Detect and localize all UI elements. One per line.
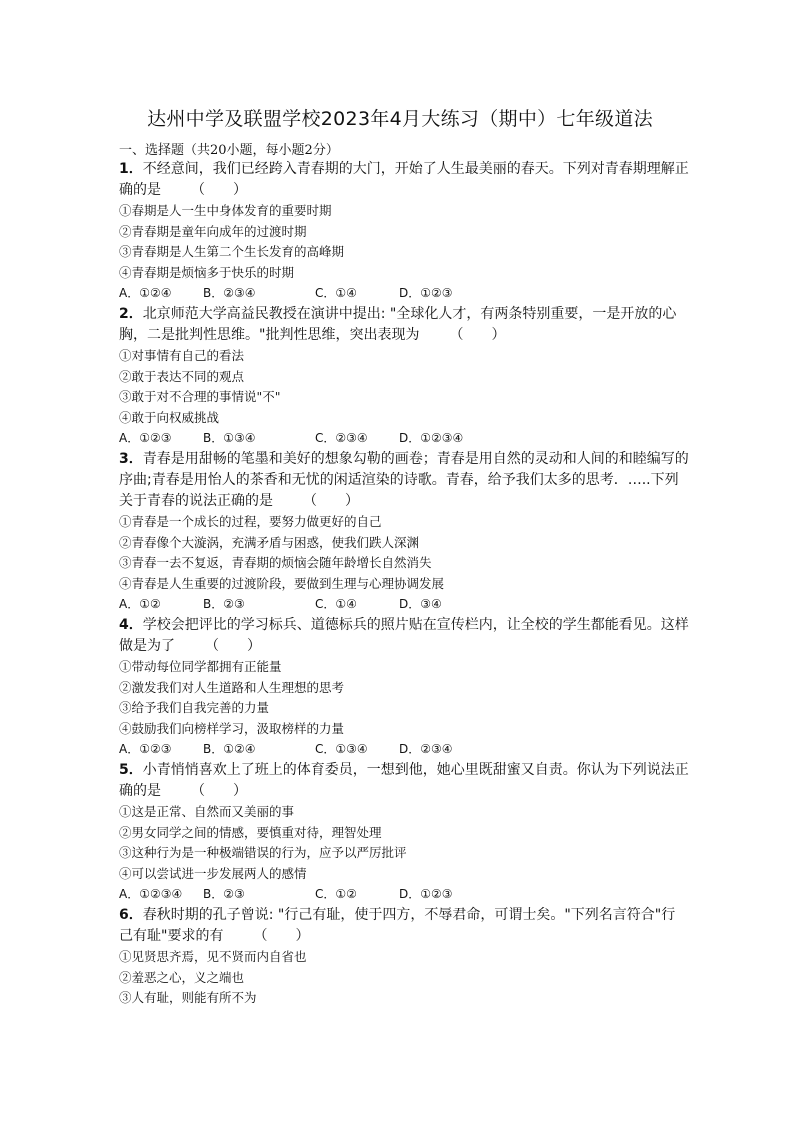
options-row	[119, 283, 689, 304]
option-a[interactable]: A．①②④	[119, 286, 172, 300]
question-stem	[119, 449, 689, 512]
question-4	[119, 615, 689, 760]
statement-item: ④可以尝试进一步发展两人的感情	[119, 865, 307, 881]
question-number: 6．	[119, 907, 143, 923]
question-text: 学校会把评比的学习标兵、道德标兵的照片贴在宣传栏内，让全校的学生都能看见。这样做是为了	[119, 617, 689, 654]
question-number: 2．	[119, 306, 143, 322]
option-b[interactable]: B．②③	[203, 887, 245, 901]
question-text: 小青悄悄喜欢上了班上的体育委员，一想到他，她心里既甜蜜又自责。你认为下列说法正确的是	[119, 762, 689, 799]
option-a[interactable]: A．①②	[119, 597, 161, 611]
answer-blank: （ ）	[191, 182, 247, 198]
option-d[interactable]: D．③④	[399, 597, 442, 611]
question-stem	[119, 760, 689, 802]
answer-blank: （ ）	[253, 928, 310, 944]
question-number: 3．	[119, 451, 143, 467]
option-a[interactable]: A．①②③	[119, 431, 172, 445]
question-6	[119, 905, 689, 1009]
statement-item: ③青春期是人生第二个生长发育的高峰期	[119, 244, 345, 259]
statement-item: ①带动每位同学都拥有正能量	[119, 659, 282, 674]
statement-item: ④青春是人生重要的过渡阶段，要做到生理与心理协调发展	[119, 575, 445, 591]
statement-item: ④鼓励我们向榜样学习，汲取榜样的力量	[119, 720, 345, 736]
option-d[interactable]: D．①②③	[399, 887, 453, 901]
option-a[interactable]: A．①②③④	[119, 887, 183, 901]
answer-blank: （ ）	[449, 327, 506, 343]
option-d[interactable]: D．①②③	[399, 286, 453, 300]
statement-item: ②敢于表达不同的观点	[119, 368, 245, 384]
option-c[interactable]: C．①④	[315, 597, 357, 611]
statement-item: ③人有耻，则能有所不为	[119, 990, 257, 1005]
statement-item: ④敢于向权威挑战	[119, 409, 220, 425]
section-heading: 一、选择题（共20小题，每小题2分）	[119, 143, 339, 158]
option-a[interactable]: A．①②③	[119, 742, 172, 756]
question-5	[119, 760, 689, 905]
statement-item: ①这是正常、自然而又美丽的事	[119, 804, 295, 819]
statement-item: ③这种行为是一种极端错误的行为，应予以严厉批评	[119, 845, 407, 860]
question-text: 春秋时期的孔子曾说: "行己有耻，使于四方，不辱君命，可谓士矣。"下列名言符合"行己有耻"要求的有	[119, 907, 676, 944]
question-stem	[119, 159, 689, 201]
option-c[interactable]: C．②③④	[315, 431, 368, 445]
question-number: 5．	[119, 762, 143, 778]
answer-blank: （ ）	[205, 638, 261, 654]
options-row	[119, 594, 689, 615]
page-title: 达州中学及联盟学校2023年4月大练习（期中）七年级道法	[147, 108, 653, 130]
question-stem	[119, 304, 689, 346]
statement-item: ②青春像个大漩涡，充满矛盾与困惑，使我们跌人深渊	[119, 534, 420, 550]
statement-item: ③给予我们自我完善的力量	[119, 700, 270, 715]
statement-item: ③敢于对不合理的事情说"不"	[119, 389, 281, 404]
question-number: 1．	[119, 161, 143, 177]
statement-item: ①春期是人一生中身体发育的重要时期	[119, 203, 332, 218]
statement-item: ①青春是一个成长的过程，要努力做更好的自己	[119, 514, 382, 529]
question-stem	[119, 615, 689, 657]
option-b[interactable]: B．①③④	[203, 431, 256, 445]
option-c[interactable]: C．①③④	[315, 742, 368, 756]
option-b[interactable]: B．②③④	[203, 286, 256, 300]
question-3	[119, 449, 689, 615]
options-row	[119, 739, 689, 760]
question-list	[119, 159, 689, 1009]
option-d[interactable]: D．①②③④	[399, 431, 464, 445]
statement-item: ③青春一去不复返，青春期的烦恼会随年龄增长自然消失	[119, 555, 432, 570]
option-d[interactable]: D．②③④	[399, 742, 453, 756]
statement-item: ①见贤思齐焉，见不贤而内自省也	[119, 949, 307, 964]
question-text: 北京师范大学高益民教授在演讲中提出: "全球化人才，有两条特别重要，一是开放的心胸，二是批判性思维。"批判性思维，突出表现为	[119, 306, 677, 343]
answer-blank: （ ）	[303, 493, 359, 509]
option-b[interactable]: B．②③	[203, 597, 245, 611]
statement-item: ②激发我们对人生道路和人生理想的思考	[119, 679, 345, 695]
option-b[interactable]: B．①②④	[203, 742, 256, 756]
statement-item: ②男女同学之间的情感，要慎重对待，理智处理	[119, 824, 382, 840]
question-number: 4．	[119, 617, 143, 633]
statement-item: ②羞恶之心，义之端也	[119, 969, 245, 985]
question-1	[119, 159, 689, 304]
option-c[interactable]: C．①②	[315, 887, 357, 901]
options-row	[119, 428, 689, 449]
statement-item: ②青春期是童年向成年的过渡时期	[119, 223, 307, 239]
question-text: 青春是用甜畅的笔墨和美好的想象勾勒的画卷；青春是用自然的灵动和人间的和睦编写的序曲;青春是用怡人的茶香和无忧的闲适渲染的诗歌。青春，给予我们太多的思考．…..下列关于青春的说法正确的是	[119, 451, 689, 509]
option-c[interactable]: C．①④	[315, 286, 357, 300]
statement-item: ④青春期是烦恼多于快乐的时期	[119, 264, 295, 280]
answer-blank: （ ）	[191, 783, 247, 799]
question-text: 不经意间，我们已经跨入青春期的大门，开始了人生最美丽的春天。下列对青春期理解正确的是	[119, 161, 689, 198]
statement-item: ①对事情有自己的看法	[119, 348, 245, 363]
question-2	[119, 304, 689, 449]
question-stem	[119, 905, 689, 947]
options-row	[119, 884, 689, 905]
